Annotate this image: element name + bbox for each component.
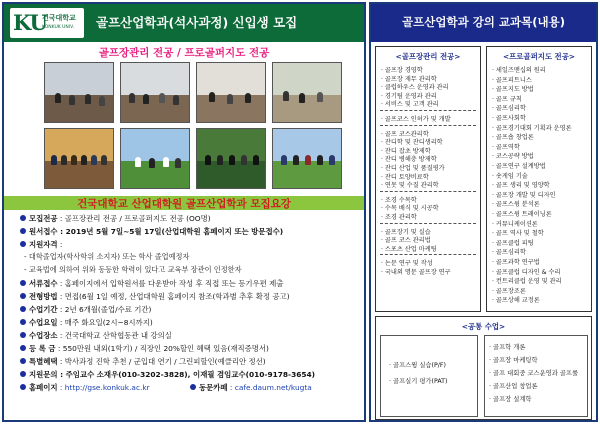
course-item: · 골프역학 (492, 143, 520, 151)
course-item: · 골프클럽 피팅 (492, 239, 534, 247)
bullet-icon (20, 345, 26, 351)
common-course-item: · 골프장 설계학 (489, 396, 532, 403)
logo-name-en: KONKUK UNIV. (42, 25, 75, 30)
course-management-head: <골프장관리 전공> (395, 52, 461, 61)
course-item: · 세일즈맨십의 원리 (492, 67, 546, 74)
bullet-icon (20, 215, 26, 221)
course-item: · 골프지도 방법 (492, 86, 534, 94)
group-divider (380, 125, 476, 126)
course-item: · 경기팀 운영과 관리 (381, 92, 437, 100)
info-contact: 지원문의 : 주임교수 소재우(010-3202-3828), 이재필 겸임교수(010-9178-3654) (20, 369, 315, 380)
course-item: · 골프사회학 (492, 115, 526, 122)
course-item: · 잔디 산업 및 품질평가 (381, 165, 445, 172)
common-courses (375, 316, 592, 420)
course-item: · 골프 역사 및 철학 (492, 230, 544, 238)
common-course-item: · 골프학 개론 (489, 344, 526, 351)
group-divider (380, 110, 476, 111)
curriculum-panel (369, 2, 598, 422)
course-item: · 골프심리학 (492, 105, 526, 113)
course-item: · 논문 연구 및 작성 (381, 260, 433, 268)
photo-lecture-2 (120, 62, 190, 123)
curriculum-title: 골프산업학과 강의 교과목(내용) (402, 15, 565, 29)
course-item: · 골프스윙 분석론 (492, 201, 540, 209)
info-day: 수업요일 : 매주 화요일(2시~8시까지) (20, 317, 153, 328)
pro-coaching-column (486, 46, 592, 312)
course-item: · 골프클럽 디자인 & 수리 (492, 268, 561, 276)
course-item: · 잔디학 및 잔디생리학 (381, 139, 443, 147)
info-selection: 전형방법 : 면접(6월 1일 예정, 산업대학원 홈페이지 참조(학과별 추후 확정 공고) (20, 291, 290, 302)
bullet-icon (20, 306, 26, 312)
page-title: 골프산업학과(석사과정) 신입생 모집 (96, 15, 298, 30)
bullet-icon (20, 293, 26, 299)
photo-golf-course (120, 128, 190, 189)
course-item: · 코스공략 방법 (492, 153, 534, 161)
course-item: · 국내외 명문 골프장 연구 (381, 269, 451, 276)
homepage-link[interactable]: : http://gse.konkuk.ac.kr (57, 383, 150, 392)
course-item: · 클럽하우스 운영과 관리 (381, 84, 449, 92)
course-item: · 잔디 토양비료학 (381, 173, 429, 181)
info-tuition: 등 록 금 : 550만원 내외(1학기) / 직장인 20%할인 혜택 있음(재직증명서) (20, 343, 269, 354)
course-item: · 골프장 재무 관리학 (381, 75, 437, 83)
university-logo (10, 8, 84, 38)
course-item: · 골프과학 연구법 (492, 259, 540, 266)
course-management-column (375, 46, 481, 312)
info-qualification-2: - 교육법에 의하여 위와 동등한 학력이 있다고 교육부 장관이 인정한자 (24, 265, 242, 274)
course-item: · 연못 및 수질 관리학 (381, 182, 439, 190)
info-major: 모집전공 : 골프장관리 전공 / 프로골퍼지도 전공 (OO명) (20, 213, 211, 224)
bullet-icon (20, 241, 26, 247)
alumni-cafe-link[interactable]: : cafe.daum.net/kugta (227, 383, 312, 392)
course-item: · 골프숍 창업론 (492, 134, 534, 142)
photo-group-1 (44, 128, 114, 189)
majors-subtitle: 골프장관리 전공 / 프로골퍼지도 전공 (98, 47, 270, 59)
recruitment-panel (2, 2, 366, 422)
course-item: · 골프장기 및 실습 (381, 228, 431, 236)
course-item: · 골프장조론 (492, 287, 526, 295)
bullet-icon (20, 228, 26, 234)
logo-name: 건국대학교 (42, 14, 76, 22)
course-item: · 골프 규칙 (492, 95, 522, 103)
course-item: · 서비스 및 고객 관리 (381, 101, 439, 109)
course-item: · 골프 생리 및 영양학 (492, 182, 550, 190)
recruit-title: 건국대학교 산업대학원 골프산업학과 모집요강 (77, 198, 291, 210)
info-homepage: 홈페이지 : http://gse.konkuk.ac.kr (20, 382, 150, 393)
photo-group-2 (196, 128, 266, 189)
bullet-icon (20, 319, 26, 325)
logo-ku: KU (13, 10, 47, 35)
course-item: · 조경 관리학 (381, 214, 417, 221)
info-location: 수업장소 : 건국대학교 산학협동관 내 강의실 (20, 330, 172, 341)
course-item: · 골프심리학 (492, 249, 526, 257)
common-courses-head: <공통 수업> (461, 322, 506, 331)
bullet-icon (190, 384, 196, 390)
course-item: · 수목 배식 및 시공학 (381, 205, 439, 213)
common-course-item: · 골프실기 평가(PAT) (389, 378, 448, 385)
common-theory-box (484, 335, 588, 417)
course-item: · 골프피트니스 (492, 76, 532, 84)
course-item: · 스포츠 산업 마케팅 (381, 245, 437, 253)
photo-collage (44, 62, 344, 194)
bullet-icon (20, 280, 26, 286)
common-course-item: · 골프스윙 실습(P/F) (389, 362, 446, 369)
info-application: 원서접수 : 2019년 5월 7일~5월 17일(산업대학원 홈페이지 또는 방문접수) (20, 226, 283, 237)
curriculum-header (371, 4, 596, 42)
info-qualification: 지원자격 : (20, 239, 62, 250)
course-item: · 골프장 개발 및 디자인 (492, 191, 556, 199)
group-divider (380, 223, 476, 224)
course-item: · 커뮤니케이션론 (492, 220, 538, 228)
bullet-icon (20, 384, 26, 390)
group-divider (380, 254, 476, 255)
course-item: · 골프상해 교정론 (492, 297, 540, 305)
bullet-icon (20, 358, 26, 364)
course-item: · 골프코스 인허가 및 개발 (381, 116, 451, 123)
info-period: 수업기간 : 2년 6개월(졸업/수료 기간) (20, 304, 151, 315)
course-item: · 조경 수목학 (381, 196, 417, 204)
course-item: · 골프스윙 트레이닝론 (492, 211, 552, 218)
photo-lecture-4 (272, 62, 342, 123)
info-qualification-1: - 대학졸업자(학사학위 소지자) 또는 학사 졸업예정자 (24, 252, 190, 261)
group-divider (380, 191, 476, 192)
course-item: · 골프 코스 관리법 (381, 237, 431, 245)
common-course-item: · 골프 대회중 코스운영과 골프룰 (489, 370, 579, 377)
photo-lecture-1 (44, 62, 114, 123)
common-course-item: · 골프산업 창업론 (489, 383, 538, 390)
common-course-item: · 골프장 마케팅학 (489, 357, 538, 364)
common-practice-box (380, 335, 478, 417)
photo-lecture-3 (196, 62, 266, 123)
info-benefits: 특별혜택 : 박사과정 진학 추천 / 군입대 연기 / 그린피할인(예클리안 정선) (20, 356, 266, 367)
course-item: · 잔디 잡초 방제학 (381, 147, 431, 155)
info-alumni-cafe: 동문카페 : cafe.daum.net/kugta (190, 382, 312, 393)
course-item: · 잔디 병해충 방제학 (381, 156, 437, 164)
info-documents: 서류접수 : 홈페이지에서 입학원서를 다운받아 작성 후 직접 또는 등기우편 제출 (20, 278, 283, 289)
course-item: · 컨트리클럽 운영 및 관리 (492, 278, 562, 286)
course-item: · 숏게임 기술 (492, 172, 528, 180)
pro-coaching-head: <프로골퍼지도 전공> (502, 52, 576, 61)
bullet-icon (20, 332, 26, 338)
bullet-icon (20, 371, 26, 377)
course-item: · 골프 코스관리학 (381, 130, 429, 138)
header-bar (4, 4, 364, 42)
course-item: · 골프경기대회 기획과 운영론 (492, 124, 572, 132)
course-item: · 골프장 경영학 (381, 67, 423, 74)
course-item: · 골프연구 설계방법 (492, 163, 546, 170)
photo-group-3 (272, 128, 342, 189)
